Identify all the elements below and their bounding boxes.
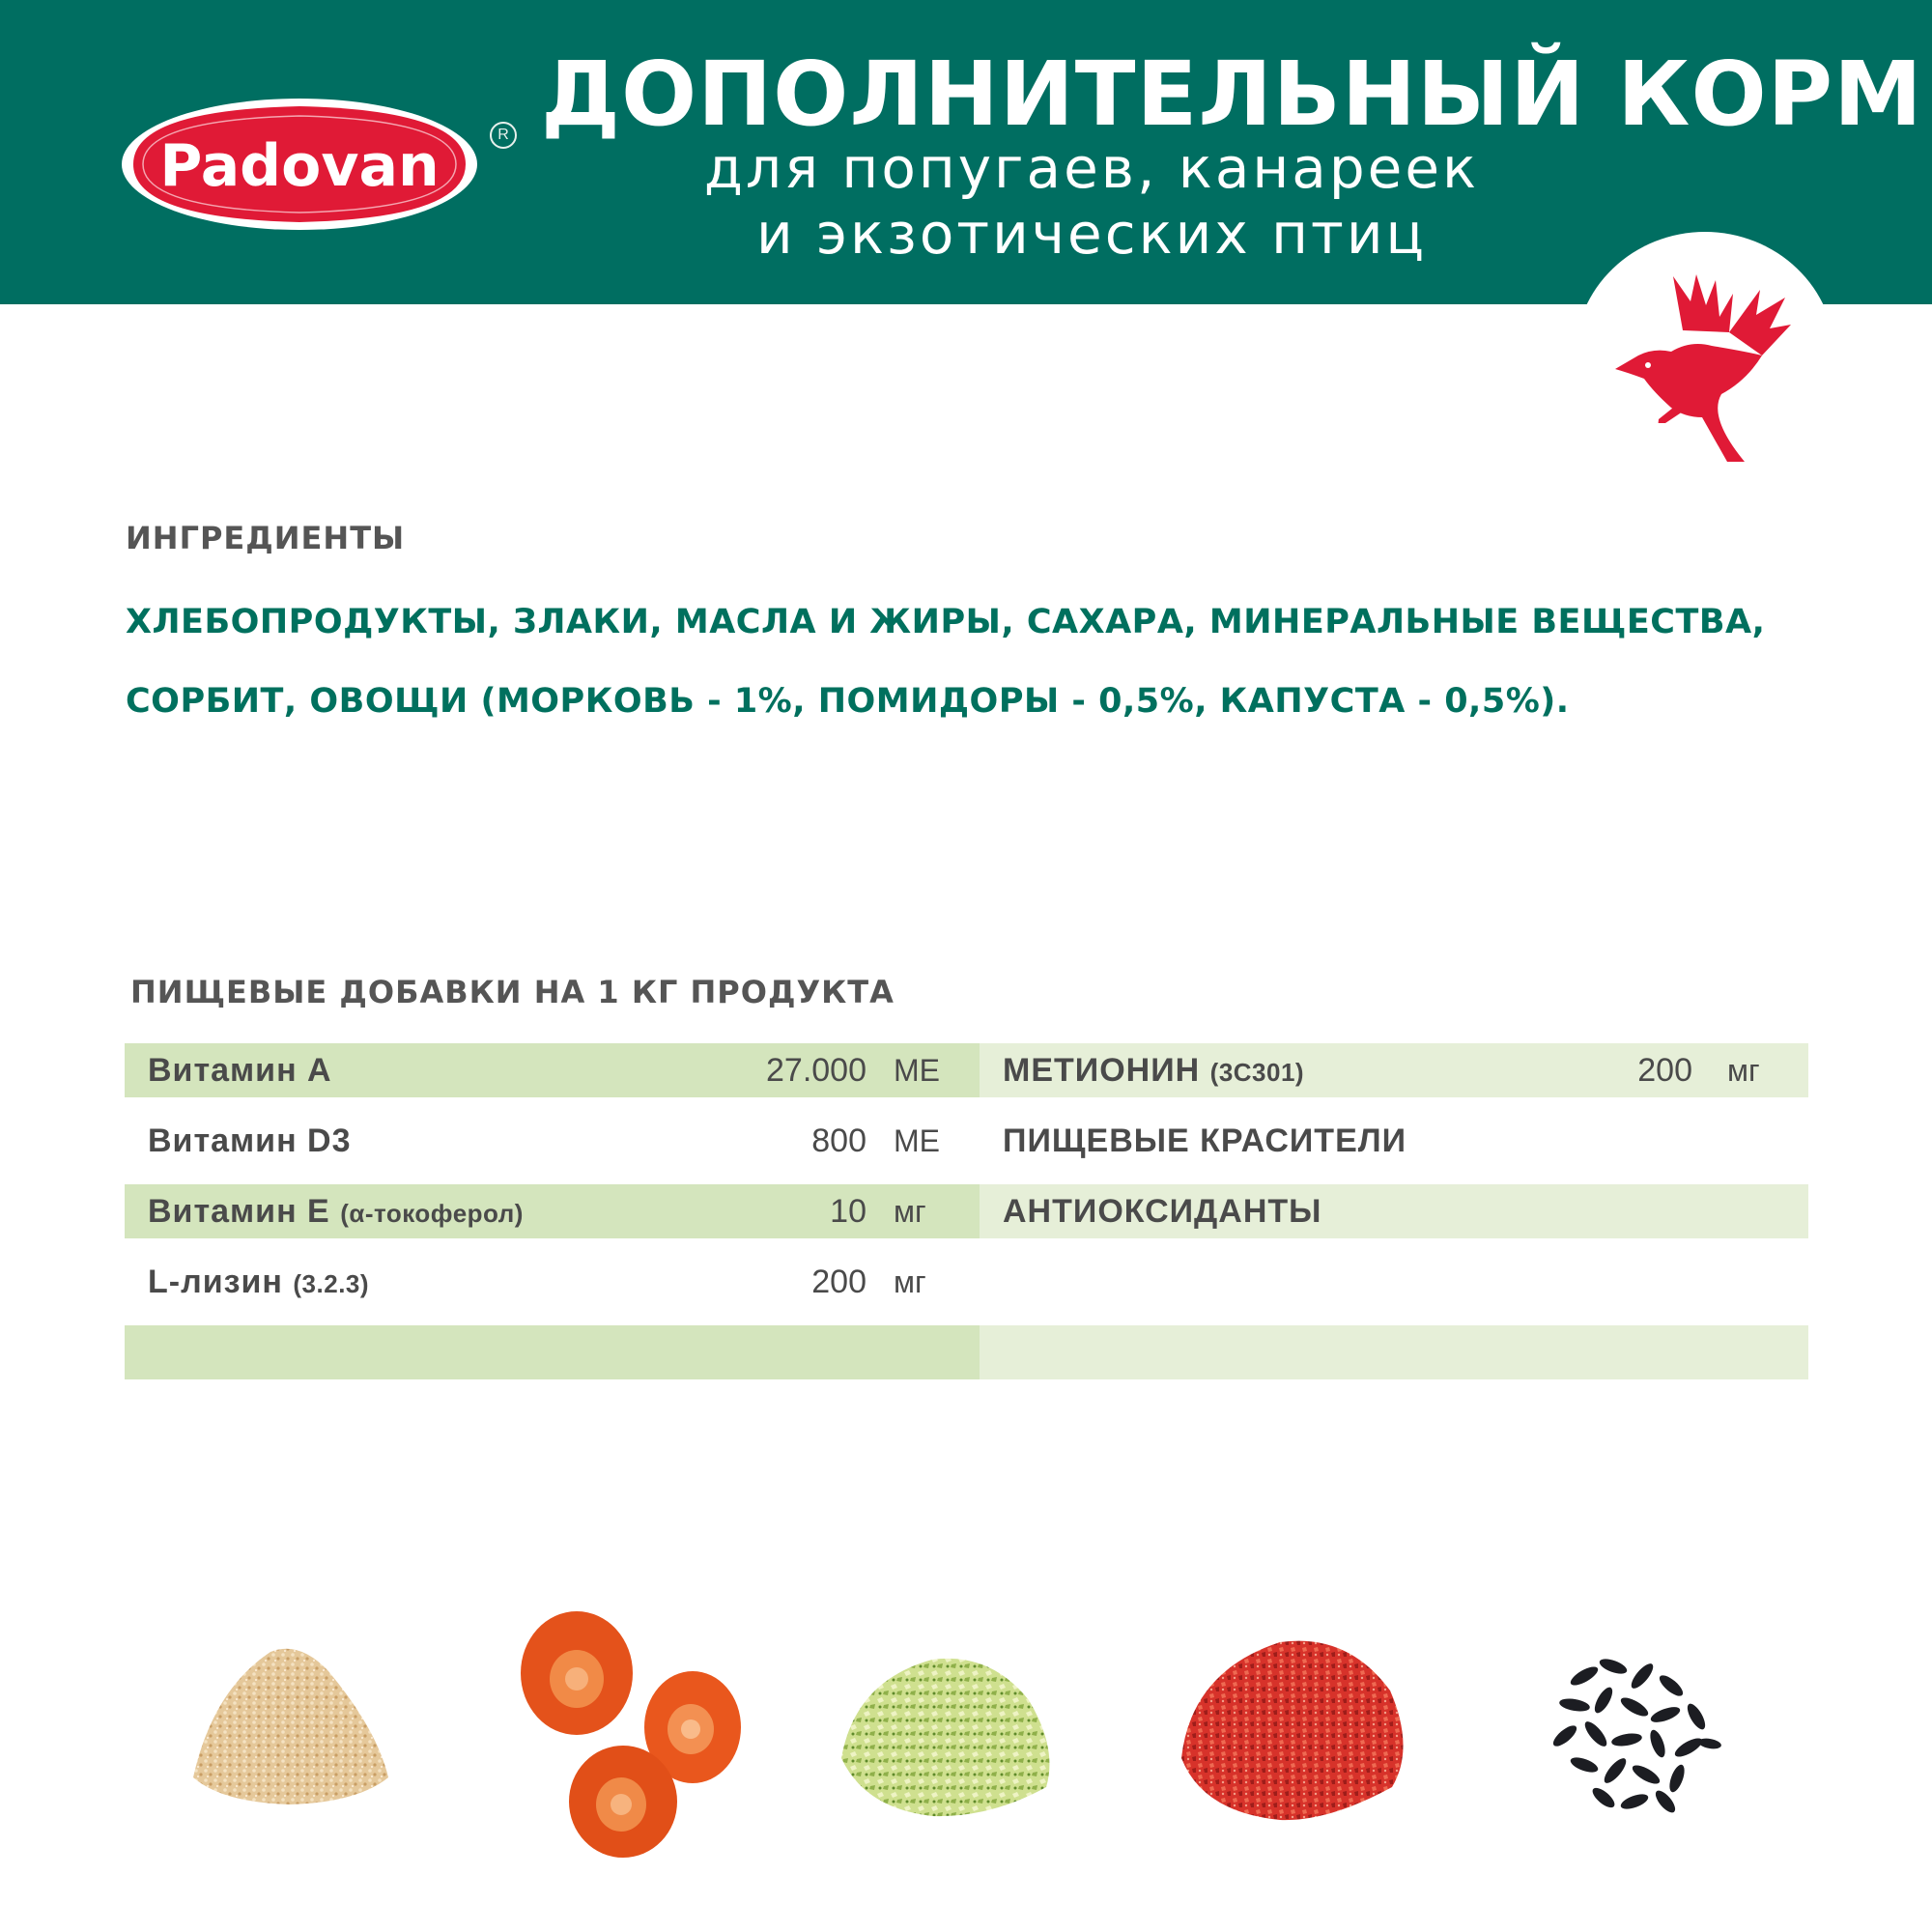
additive-name: L-лизин (3.2.3) — [148, 1264, 370, 1300]
table-row — [125, 1043, 980, 1097]
breadcrumbs-image — [184, 1633, 396, 1816]
table-row — [125, 1114, 980, 1168]
additive-name: Витамин D3 — [148, 1122, 352, 1159]
dried-cabbage-image — [836, 1642, 1058, 1821]
table-row — [980, 1184, 1808, 1238]
table-row — [980, 1255, 1808, 1309]
additives-label: ПИЩЕВЫЕ ДОБАВКИ НА 1 КГ ПРОДУКТА — [130, 974, 895, 1010]
table-row — [125, 1325, 980, 1379]
padovan-logo — [120, 97, 479, 232]
additive-value: 27.000 — [766, 1052, 867, 1089]
additive-unit: МЕ — [894, 1123, 940, 1158]
brand-name: Padovan — [159, 132, 440, 200]
bird-icon — [1615, 272, 1791, 466]
table-row — [980, 1325, 1808, 1379]
ingredients-line-1: ХЛЕБОПРОДУКТЫ, ЗЛАКИ, МАСЛА И ЖИРЫ, САХАРА, МИНЕРАЛЬНЫЕ ВЕЩЕСТВА, — [126, 603, 1766, 641]
additive-value: 200 — [1637, 1052, 1692, 1089]
ingredients-line-2: СОРБИТ, ОВОЩИ (МОРКОВЬ - 1%, ПОМИДОРЫ - 0,5%, КАПУСТА - 0,5%). — [126, 682, 1570, 721]
additive-name: Витамин А — [148, 1052, 332, 1089]
additive-value: 800 — [811, 1122, 867, 1159]
product-subtitle-line1: для попугаев, канареек — [703, 135, 1480, 201]
additive-name: ПИЩЕВЫЕ КРАСИТЕЛИ — [1003, 1122, 1407, 1159]
registered-mark: R — [490, 122, 517, 149]
additive-unit: мг — [1727, 1053, 1760, 1088]
table-row — [980, 1114, 1808, 1168]
nigella-seeds-image — [1546, 1647, 1729, 1821]
additive-value: 10 — [830, 1193, 867, 1230]
tomato-flakes-image — [1174, 1623, 1415, 1826]
additive-name: АНТИОКСИДАНТЫ — [1003, 1193, 1322, 1230]
ingredients-label: ИНГРЕДИЕНТЫ — [126, 520, 406, 556]
product-subtitle-line2: и экзотических птиц — [755, 201, 1427, 267]
additive-name: Витамин Е (α-токоферол) — [148, 1193, 524, 1230]
additive-value: 200 — [811, 1264, 867, 1300]
dried-carrot-image — [507, 1604, 749, 1864]
table-row — [125, 1184, 980, 1238]
additive-unit: мг — [894, 1194, 926, 1229]
product-title: ДОПОЛНИТЕЛЬНЫЙ КОРМ — [541, 43, 1923, 146]
additive-unit: мг — [894, 1264, 926, 1299]
table-row — [125, 1255, 980, 1309]
additive-name: МЕТИОНИН (3С301) — [1003, 1052, 1305, 1089]
table-row — [980, 1043, 1808, 1097]
additive-unit: МЕ — [894, 1053, 940, 1088]
